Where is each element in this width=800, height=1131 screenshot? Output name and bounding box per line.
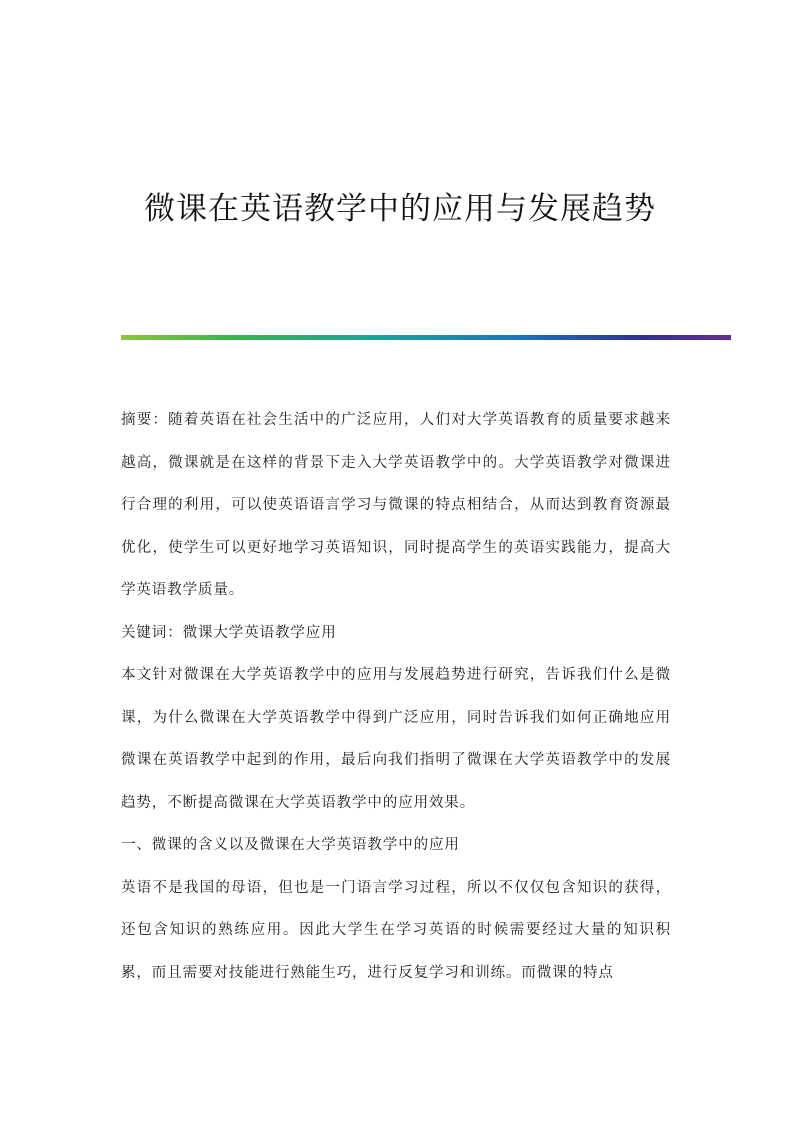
intro-paragraph: 本文针对微课在大学英语教学中的应用与发展趋势进行研究，告诉我们什么是微课，为什么微课在大学英语教学中得到广泛应用，同时告诉我们如何正确地应用微课在英语教学中起到的作用，最后向我们指明了微课在大学英语教学中的发展趋势，不断提高微课在大学英语教学中的应用效果。 xyxy=(121,667,671,811)
abstract-paragraph: 摘要：随着英语在社会生活中的广泛应用，人们对大学英语教育的质量要求越来越高，微课就是在这样的背景下走入大学英语教学中的。大学英语教学对微课进行合理的利用，可以使英语语言学习与微课的特点相结合，从而达到教育资源最优化，使学生可以更好地学习英语知识，同时提高学生的英语实践能力，提高大学英语教学质量。 xyxy=(121,412,671,598)
page-title: 微课在英语教学中的应用与发展趋势 xyxy=(144,191,656,227)
section-paragraph: 英语不是我国的母语，但也是一门语言学习过程，所以不仅仅包含知识的获得，还包含知识的熟练应用。因此大学生在学习英语的时候需要经过大量的知识积累，而且需要对技能进行熟能生巧，进行反复学习和训练。而微课的特点 xyxy=(121,879,671,981)
section-heading: 一、微课的含义以及微课在大学英语教学中的应用 xyxy=(121,837,460,853)
keywords-line: 关键词：微课大学英语教学应用 xyxy=(121,624,337,641)
title-divider xyxy=(121,335,731,340)
document-body xyxy=(121,399,671,994)
